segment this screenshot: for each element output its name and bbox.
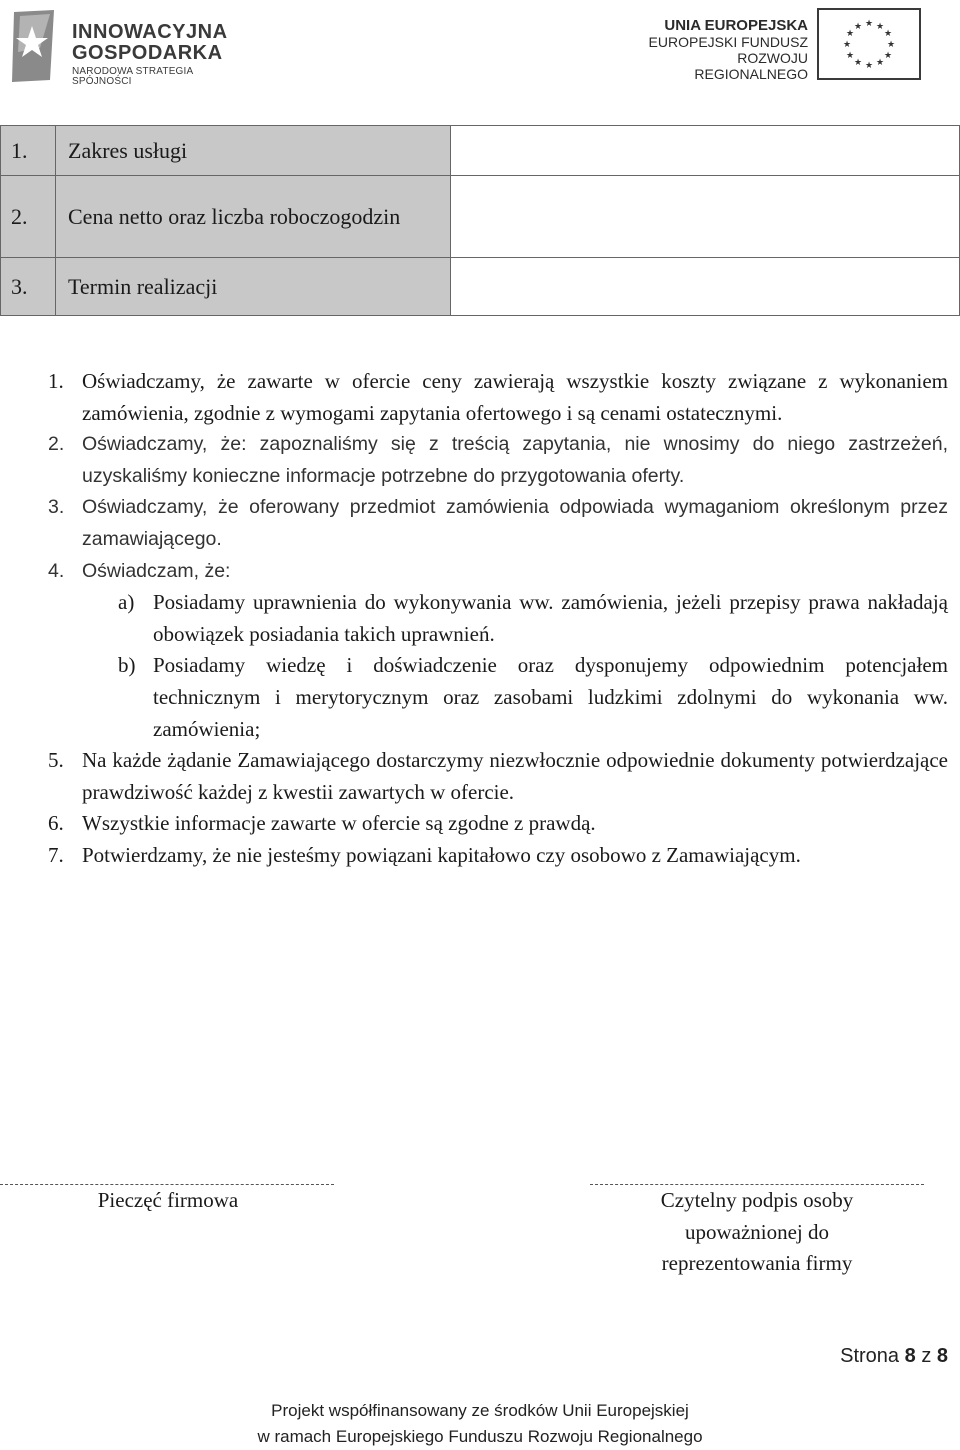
row-label: Cena netto oraz liczba roboczogodzin — [56, 176, 451, 258]
funding-note-line-2: w ramach Europejskiego Funduszu Rozwoju Regionalnego — [257, 1427, 703, 1446]
signature-label — [620, 1185, 894, 1280]
svg-text:★: ★ — [853, 22, 863, 32]
svg-text:★: ★ — [845, 51, 855, 61]
logo-line-3: NARODOWA STRATEGIA SPÓJNOŚCI — [72, 66, 193, 87]
logo-line-1: INNOWACYJNA — [72, 21, 228, 43]
row-label: Zakres usługi — [56, 126, 451, 176]
list-item — [48, 556, 948, 588]
funding-note-line-1: Projekt współfinansowany ze środków Unii Europejskiej — [271, 1401, 689, 1420]
row-number: 2. — [1, 176, 56, 258]
item-text: Oświadczamy, że oferowany przedmiot zamówienia odpowiada wymaganiom określonym przez zamawiającego. — [82, 496, 948, 550]
item-text: Potwierdzamy, że nie jesteśmy powiązani kapitałowo czy osobowo z Zamawiającym. — [82, 842, 801, 867]
item-number: 6. — [48, 811, 64, 836]
unia-europejska-logo — [628, 8, 933, 84]
svg-text:★: ★ — [845, 29, 855, 39]
svg-text:★: ★ — [875, 22, 885, 32]
item-number: 2. — [48, 433, 65, 456]
funding-note — [0, 1398, 960, 1450]
item-text: Oświadczamy, że: zapoznaliśmy się z treścią zapytania, nie wnosimy do niego zastrzeżeń, uzyskaliśmy konieczne informacje potrzebne do przygotowania oferty. — [82, 433, 948, 487]
svg-text:★: ★ — [842, 40, 852, 50]
list-item — [48, 366, 948, 429]
row-value-cell[interactable] — [451, 258, 960, 316]
page-current: 8 — [904, 1345, 916, 1367]
item-text: Wszystkie informacje zawarte w ofercie są zgodne z prawdą. — [82, 811, 596, 836]
star-emblem-icon — [10, 8, 66, 84]
item-number: 3. — [48, 496, 65, 519]
signature-label-line-2: upoważnionej do — [684, 1219, 830, 1244]
list-item — [48, 429, 948, 492]
row-number: 1. — [1, 126, 56, 176]
ue-line-2: EUROPEJSKI FUNDUSZ — [648, 33, 808, 50]
item-number: 7. — [48, 842, 64, 867]
declarations-list — [48, 366, 948, 872]
signature-label-line-1: Czytelny podpis osoby — [660, 1188, 854, 1212]
item-text: Oświadczam, że: — [82, 559, 231, 582]
ue-line-1: UNIA EUROPEJSKA — [664, 17, 808, 34]
svg-text:★: ★ — [853, 58, 863, 68]
svg-text:★: ★ — [864, 61, 874, 71]
row-label: Termin realizacji — [56, 258, 451, 316]
row-number: 3. — [1, 258, 56, 316]
sub-item-letter: b) — [118, 653, 136, 678]
sub-item-text: Posiadamy wiedzę i doświadczenie oraz dysponujemy odpowiednim potencjałem technicznym i merytorycznym oraz zasobami ludzkimi zdolnymi do wykonania ww. zamówienia; — [153, 653, 948, 741]
svg-text:★: ★ — [883, 29, 893, 39]
row-value-cell[interactable] — [451, 126, 960, 176]
logo-line-2: GOSPODARKA — [72, 42, 223, 64]
svg-text:★: ★ — [883, 51, 893, 61]
list-item — [48, 808, 948, 840]
ue-line-3: ROZWOJU REGIONALNEGO — [694, 49, 808, 82]
svg-text:★: ★ — [875, 58, 885, 68]
row-value-cell[interactable] — [451, 176, 960, 258]
innowacyjna-gospodarka-logo — [10, 8, 250, 86]
table-row — [1, 176, 960, 258]
table-row — [1, 126, 960, 176]
item-number: 4. — [48, 559, 65, 582]
service-table — [0, 125, 960, 316]
table-row — [1, 258, 960, 316]
item-text: Na każde żądanie Zamawiającego dostarczymy niezwłocznie odpowiednie dokumenty potwierdzające prawdziwość każdej z kwestii zawartych w ofercie. — [82, 748, 948, 804]
company-stamp-label: Pieczęć firmowa — [97, 1188, 239, 1212]
page-total: 8 — [936, 1345, 948, 1367]
sub-list-item — [118, 650, 948, 745]
list-item — [48, 840, 948, 872]
eu-flag-icon — [817, 8, 921, 80]
sub-list-item — [118, 587, 948, 650]
sub-item-text: Posiadamy uprawnienia do wykonywania ww. zamówienia, jeżeli przepisy prawa nakładają obowiązek posiadania takich uprawnień. — [153, 590, 948, 646]
list-item — [48, 745, 948, 808]
list-item — [48, 492, 948, 555]
svg-text:★: ★ — [886, 40, 896, 50]
page-prefix: Strona — [840, 1345, 900, 1367]
item-text: Oświadczamy, że zawarte w ofercie ceny zawierają wszystkie koszty związane z wykonaniem zamówienia, zgodnie z wymogami zapytania ofertowego i są cenami ostatecznymi. — [82, 369, 948, 425]
item-number: 5. — [48, 748, 64, 773]
svg-text:★: ★ — [864, 19, 874, 29]
item-number: 1. — [48, 369, 64, 393]
page-separator: z — [921, 1345, 932, 1367]
signature-label-line-3: reprezentowania firmy — [661, 1251, 853, 1275]
page-number — [840, 1345, 948, 1368]
sub-item-letter: a) — [118, 590, 135, 615]
